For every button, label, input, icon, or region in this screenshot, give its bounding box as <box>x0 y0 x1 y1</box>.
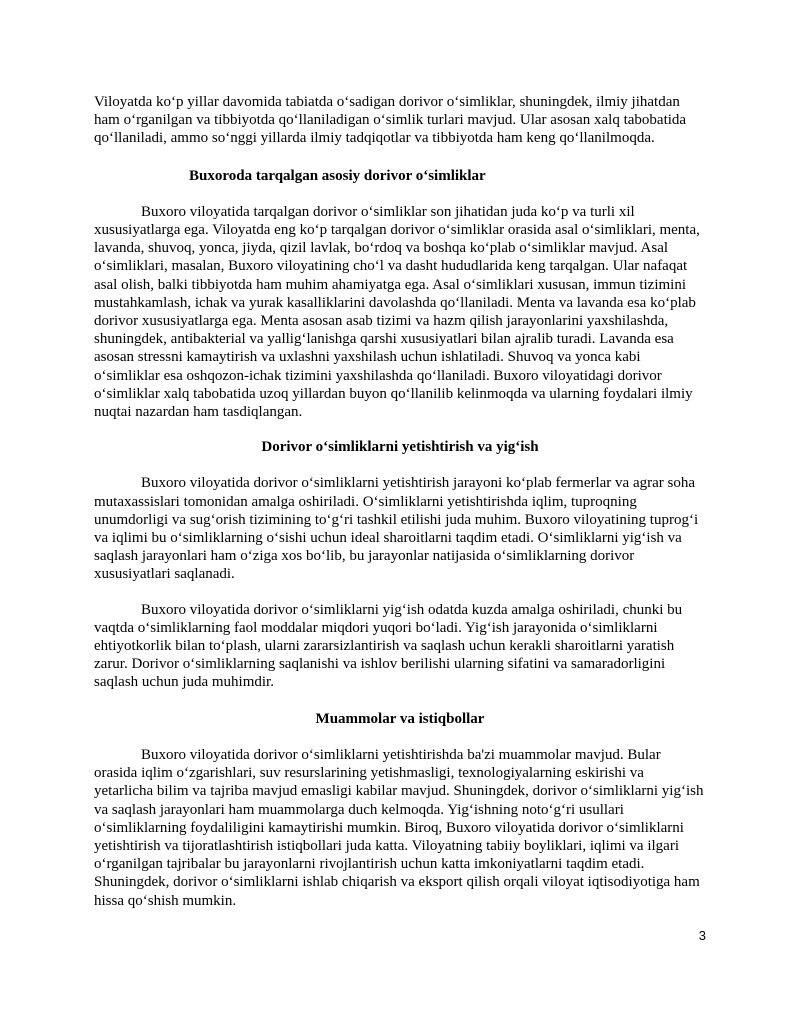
section-heading-problems: Muammolar va istiqbollar <box>315 710 485 727</box>
document-page <box>94 93 706 910</box>
section-cultivation-paragraph-1: Buxoro viloyatida dorivor o‘simliklarni yetishtirish jarayoni ko‘plab fermerlar va agrar soha mutaxassislari tomonidan amalga oshiriladi. O‘simliklarni yetishtirishda iqlim, tuproqning unumdorligi va sug‘orish tizimining to‘g‘ri tashkil etilishi juda muhim. Buxoro viloyatining tuprog‘i va iqlimi bu o‘simliklarning o‘sishi uchun ideal sharoitlarni taqdim etadi. O‘simliklarni yig‘ish va saqlash jarayonlari ham o‘ziga xos bo‘lib, bu jarayonlar natijasida o‘simliklarning dorivor xususiyatlari saqlanadi. <box>94 475 699 583</box>
page-number: 3 <box>698 928 706 943</box>
section-cultivation-paragraph-2: Buxoro viloyatida dorivor o‘simliklarni yig‘ish odatda kuzda amalga oshiriladi, chunki bu vaqtda o‘simliklarning faol moddalar miqdori yuqori bo‘ladi. Yig‘ish jarayonida o‘simliklarni ehtiyotkorlik bilan to‘plash, ularni zararsizlantirish va saqlash uchun kerakli sharoitlarni yaratish zarur. Dorivor o‘simliklarning saqlanishi va ishlov berilishi ularning sifatini va samaradorligini saqlash uchun juda muhimdir. <box>94 601 683 691</box>
section-heading-cultivation: Dorivor o‘simliklarni yetishtirish va yig‘ish <box>261 439 539 456</box>
section-problems-paragraph: Buxoro viloyatida dorivor o‘simliklarni yetishtirishda ba'zi muammolar mavjud. Bular orasida iqlim o‘zgarishlari, suv resurslarining yetishmasligi, texnologiyalarning eskirishi va yetarlicha bilim va tajriba mavjud emasligi kabilar mavjud. Shuningdek, dorivor o‘simliklarni yig‘ish va saqlash jarayonlari ham muammolarga duch kelmoqda. Yig‘ishning noto‘g‘ri usullari o‘simliklarning foydaliligini kamaytirishi mumkin. Biroq, Buxoro viloyatida dorivor o‘simliklarni yetishtirish va tijoratlashtirish istiqbollari juda katta. Viloyatning tabiiy boyliklari, iqlimi va ilgari o‘rganilgan tajribalar bu jarayonlarni rivojlantirish uchun katta imkoniyatlarni taqdim etadi. Shuningdek, dorivor o‘simliklarni ishlab chiqarish va eksport qilish orqali viloyat iqtisodiyotiga ham hissa qo‘shish mumkin. <box>94 746 704 909</box>
section-plants-paragraph: Buxoro viloyatida tarqalgan dorivor o‘simliklar son jihatidan juda ko‘p va turli xil xususiyatlarga ega. Viloyatda eng ko‘p tarqalgan dorivor o‘simliklar orasida asal o‘simliklari, menta, lavanda, shuvoq, yonca, jiyda, qizil lavlak, bo‘rdoq va boshqa ko‘plab o‘simliklar mavjud. Asal o‘simliklari, masalan, Buxoro viloyatining cho‘l va dasht hududlarida keng tarqalgan. Ular nafaqat asal olish, balki tibbiyotda ham muhim ahamiyatga ega. Asal o‘simliklari xususan, immun tizimini mustahkamlash, ichak va yurak kasalliklarini davolashda qo‘llaniladi. Menta va lavanda esa ko‘plab dorivor xususiyatlarga ega. Menta asosan asab tizimi va hazm qilish jarayonlarini yaxshilashda, shuningdek, antibakterial va yallig‘lanishga qarshi xususiyatlari bilan ajralib turadi. Lavanda esa asosan stressni kamaytirish va uxlashni yaxshilash uchun ishlatiladi. Shuvoq va yonca kabi o‘simliklar esa oshqozon-ichak tizimini yaxshilashda qo‘llaniladi. Buxoro viloyatidagi dorivor o‘simliklar xalq tabobatida uzoq yillardan buyon qo‘llanilib kelinmoqda va ularning foydalari ilmiy nuqtai nazardan ham tasdiqlangan. <box>94 203 700 421</box>
section-heading-plants: Buxoroda tarqalgan asosiy dorivor o‘simliklar <box>189 167 486 184</box>
intro-paragraph: Viloyatda ko‘p yillar davomida tabiatda o‘sadigan dorivor o‘simliklar, shuningdek, ilmiy jihatdan ham o‘rganilgan va tibbiyotda qo‘llaniladigan o‘simlik turlari mavjud. Ular asosan xalq tabobatida qo‘llaniladi, ammo so‘nggi yillarda ilmiy tadqiqotlar va tibbiyotda ham keng qo‘llanilmoqda. <box>94 94 687 147</box>
